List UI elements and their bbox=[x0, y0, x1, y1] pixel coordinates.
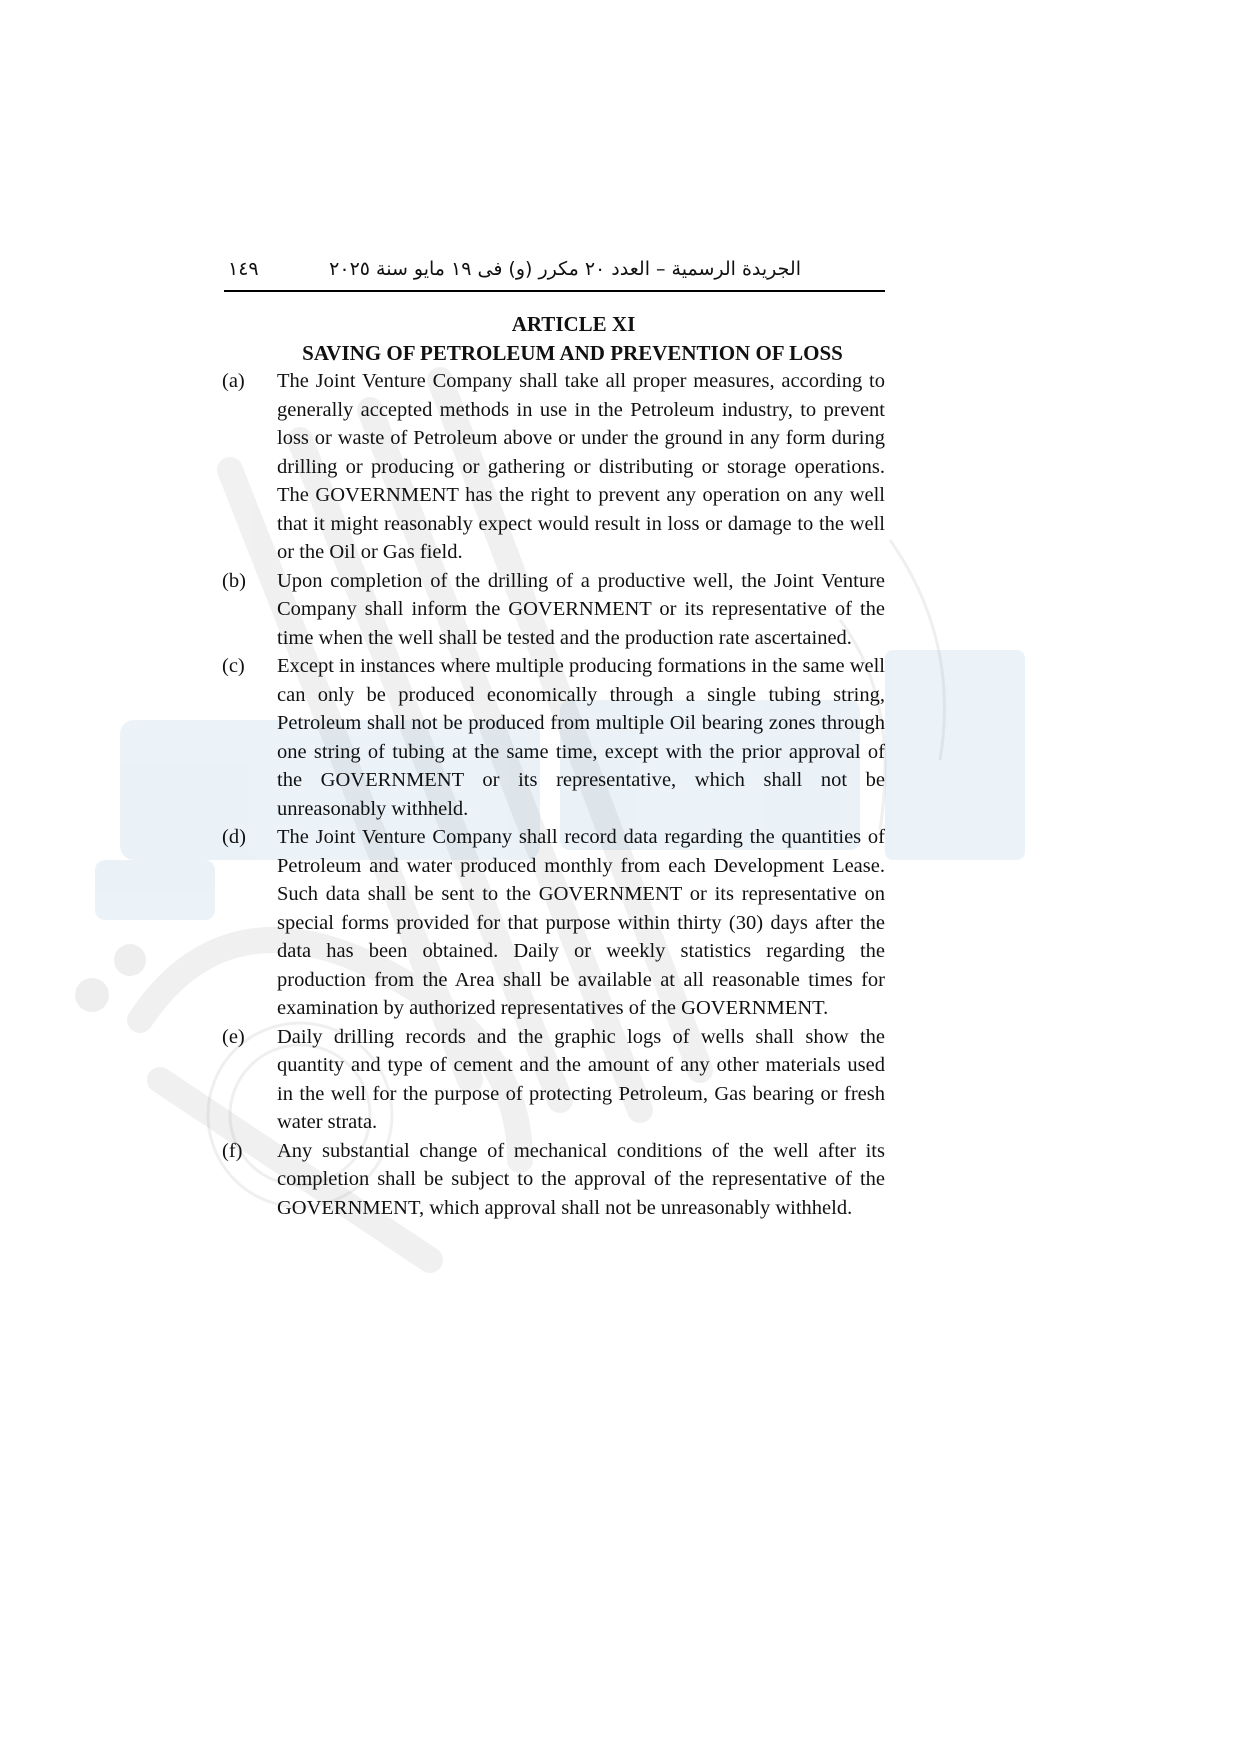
clause-label: (d) bbox=[222, 826, 246, 848]
clause-a bbox=[222, 367, 885, 567]
clause-text: The Joint Venture Company shall record data regarding the quantities of Petroleum and water produced monthly from each Development Lease. Such data shall be sent to the GOVERNMENT or its representative on special forms provided for that purpose within thirty (30) days after the data has been obtained. Daily or weekly statistics regarding the production from the Area shall be available at all reasonable times for examination by authorized representatives of the GOVERNMENT. bbox=[277, 826, 885, 1019]
clause-label: (b) bbox=[222, 569, 246, 592]
running-title: الجريدة الرسمية – العدد ٢٠ مكرر (و) فى ١٩ مايو سنة ٢٠٢٥ bbox=[329, 258, 801, 280]
clause-e bbox=[222, 1023, 885, 1137]
clause-label: (a) bbox=[222, 370, 245, 392]
clause-d bbox=[222, 823, 885, 1023]
article-title: ARTICLE XI bbox=[511, 312, 636, 336]
clause-label: (c) bbox=[222, 655, 245, 677]
clause-label: (f) bbox=[222, 1139, 243, 1162]
clause-text: Upon completion of the drilling of a productive well, the Joint Venture Company shall inform the GOVERNMENT or its representative of the time when the well shall be tested and the production rate ascertained. bbox=[277, 569, 885, 649]
clause-f bbox=[222, 1137, 885, 1223]
clause-label: (e) bbox=[222, 1025, 245, 1048]
clause-text: The Joint Venture Company shall take all proper measures, according to generally accepted methods in use in the Petroleum industry, to prevent loss or waste of Petroleum above or under the ground in any form during drilling or producing or gathering or distributing or storage operations. The GOVERNMENT has the right to prevent any operation on any well that it might reasonably expect would result in loss or damage to the well or the Oil or Gas field. bbox=[277, 370, 885, 563]
clause-text: Except in instances where multiple producing formations in the same well can only be produced economically through a single tubing string, Petroleum shall not be produced from multiple Oil bearing zones through one string of tubing at the same time, except with the prior approval of the GOVERNMENT or its representative, which shall not be unreasonably withheld. bbox=[277, 655, 886, 820]
clause-c bbox=[222, 652, 885, 823]
clause-text: Daily drilling records and the graphic logs of wells shall show the quantity and type of cement and the amount of any other materials used in the well for the purpose of protecting Petroleum, Gas bearing or fresh water strata. bbox=[277, 1025, 885, 1133]
page-number: ١٤٩ bbox=[228, 258, 259, 280]
article-subtitle: SAVING OF PETROLEUM AND PREVENTION OF LOSS bbox=[302, 340, 843, 365]
page-header bbox=[224, 254, 885, 292]
clause-text: Any substantial change of mechanical conditions of the well after its completion shall be subject to the approval of the representative of the GOVERNMENT, which approval shall not be unreasonably withheld. bbox=[277, 1139, 885, 1219]
clause-b bbox=[222, 567, 885, 653]
article-body bbox=[222, 310, 885, 1222]
